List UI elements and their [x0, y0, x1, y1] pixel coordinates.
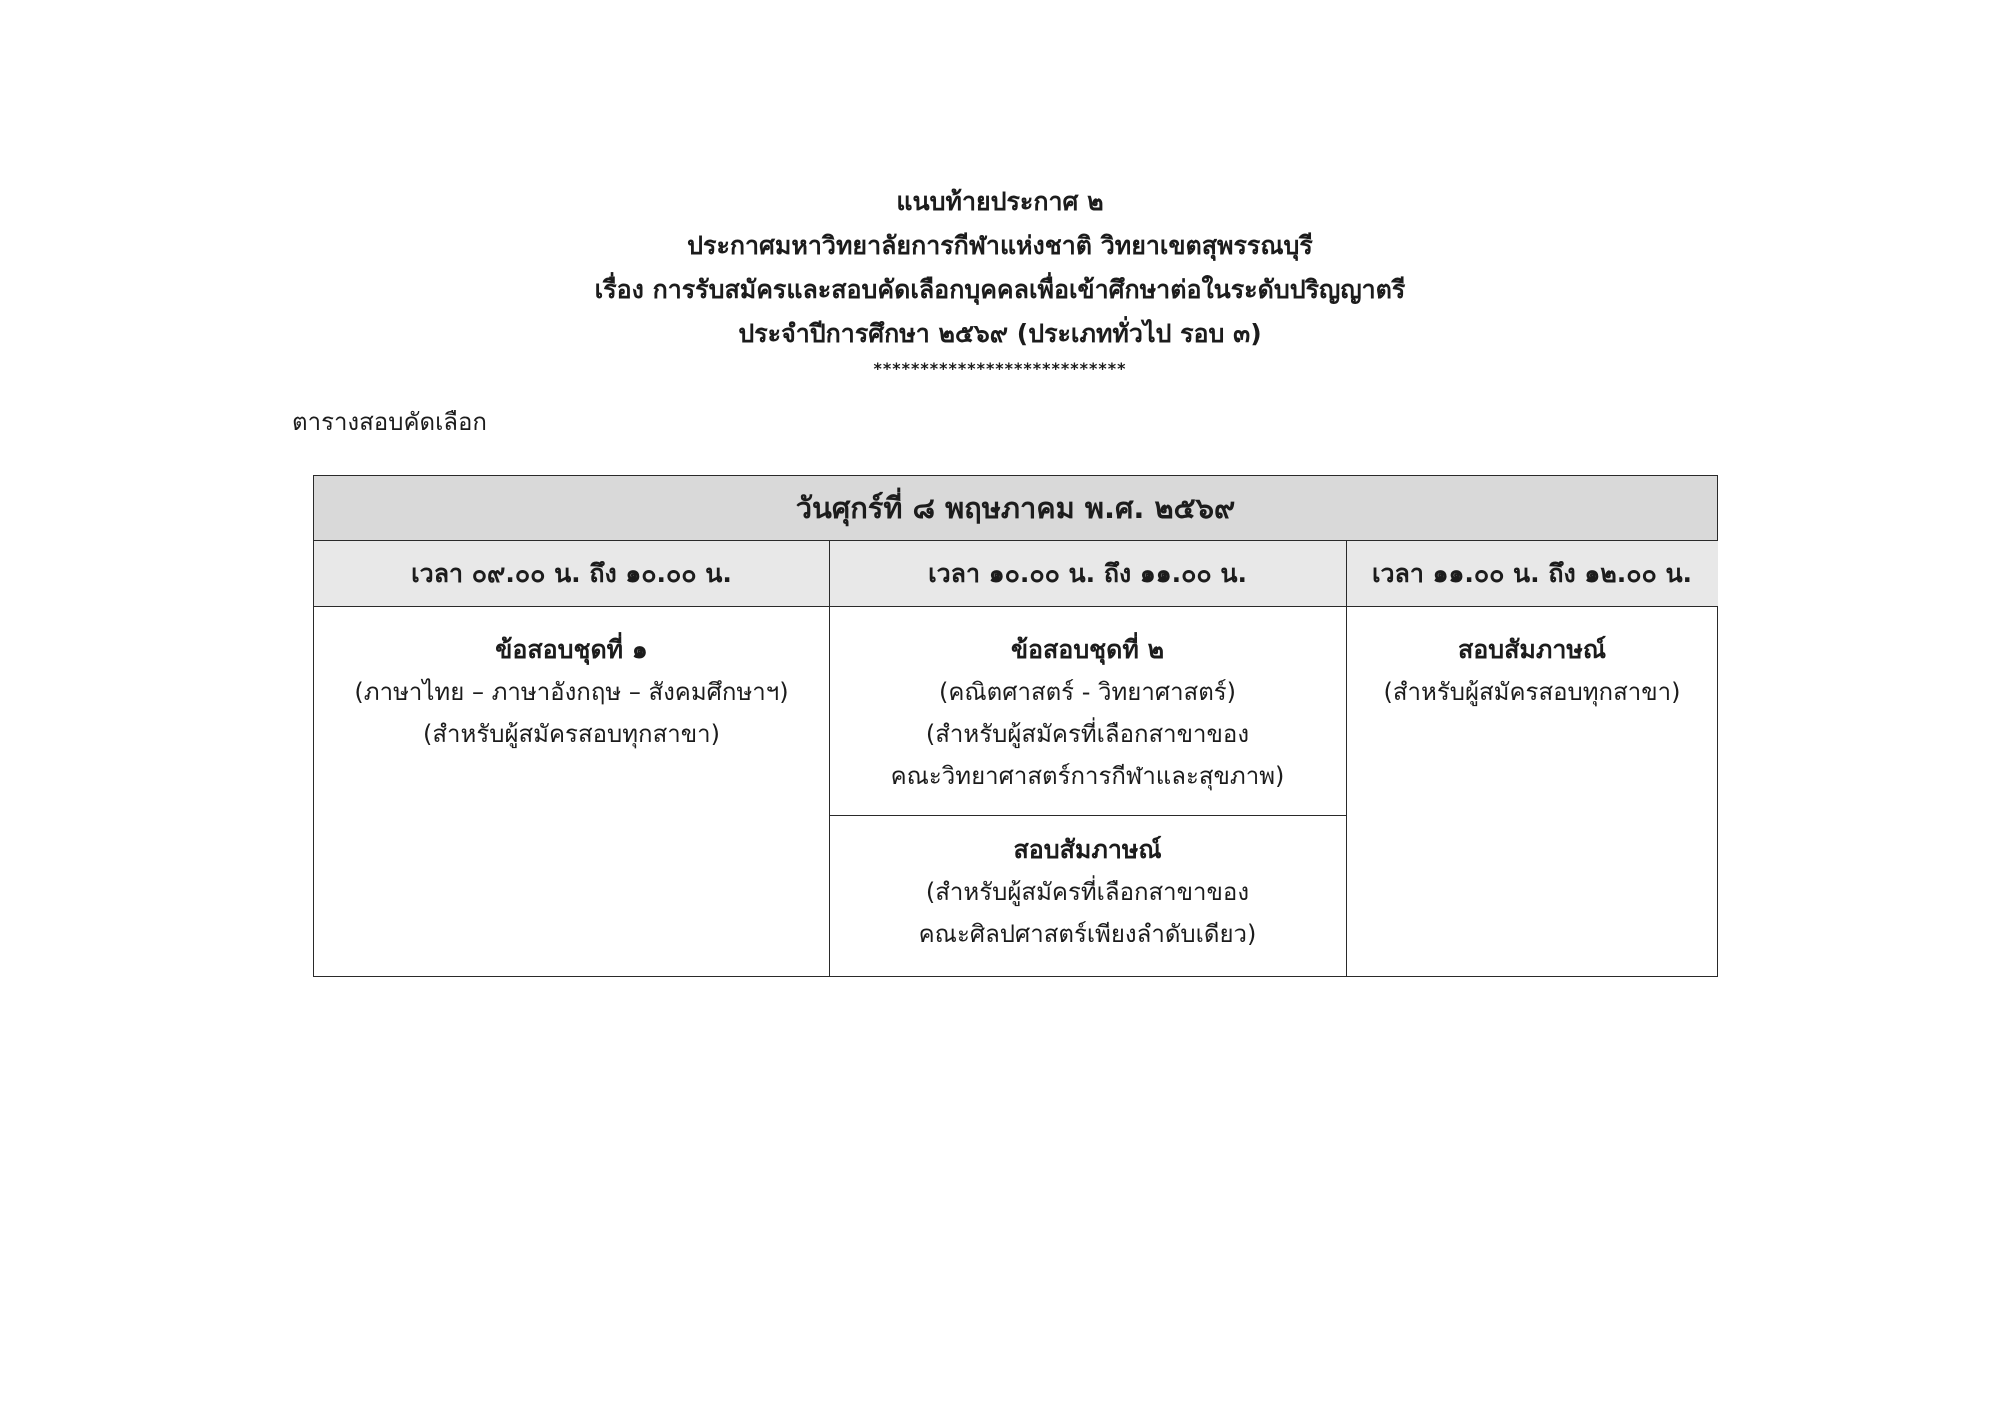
- interview-all-title: สอบสัมภาษณ์: [1457, 635, 1607, 664]
- exam-date-row: วันศุกร์ที่ ๘ พฤษภาคม พ.ศ. ๒๕๖๙: [314, 476, 1717, 541]
- header-separator: ***************************: [873, 359, 1127, 378]
- interview-liberal-arts-title: สอบสัมภาษณ์: [1013, 835, 1162, 864]
- academic-year: ประจำปีการศึกษา ๒๕๖๙ (ประเภททั่วไป รอบ ๓): [738, 319, 1262, 348]
- slot-1-exam-cell: [314, 607, 829, 977]
- interview-all-audience: (สำหรับผู้สมัครสอบทุกสาขา): [1383, 678, 1681, 706]
- exam-set-2-audience-line1: (สำหรับผู้สมัครที่เลือกสาขาของ: [925, 720, 1250, 748]
- interview-liberal-arts-audience-line2: คณะศิลปศาสตร์เพียงลำดับเดียว): [918, 920, 1257, 948]
- announcement-issuer: ประกาศมหาวิทยาลัยการกีฬาแห่งชาติ วิทยาเขตสุพรรณบุรี: [687, 231, 1313, 260]
- time-slot-2: เวลา ๑๐.๐๐ น. ถึง ๑๑.๐๐ น.: [829, 541, 1346, 606]
- exam-schedule-table: [313, 475, 1718, 977]
- slot-2-interview-cell: [829, 815, 1346, 977]
- exam-set-1-title: ข้อสอบชุดที่ ๑: [495, 635, 648, 664]
- exam-set-2-title: ข้อสอบชุดที่ ๒: [1010, 635, 1165, 664]
- time-slot-row: [314, 541, 1717, 607]
- slot-2-exam-cell: [829, 607, 1346, 815]
- slot-3-interview-cell: [1346, 607, 1718, 977]
- table-title: ตารางสอบคัดเลือก: [292, 408, 487, 436]
- attachment-title: แนบท้ายประกาศ ๒: [896, 187, 1104, 216]
- time-slot-3: เวลา ๑๑.๐๐ น. ถึง ๑๒.๐๐ น.: [1346, 541, 1718, 606]
- time-slot-1: เวลา ๐๙.๐๐ น. ถึง ๑๐.๐๐ น.: [314, 541, 829, 606]
- exam-set-1-audience: (สำหรับผู้สมัครสอบทุกสาขา): [423, 720, 720, 748]
- interview-liberal-arts-audience-line1: (สำหรับผู้สมัครที่เลือกสาขาของ: [925, 878, 1250, 906]
- exam-set-1-subjects: (ภาษาไทย – ภาษาอังกฤษ – สังคมศึกษาฯ): [354, 678, 789, 706]
- announcement-header: [0, 180, 2000, 380]
- announcement-subject: เรื่อง การรับสมัครและสอบคัดเลือกบุคคลเพื่อเข้าศึกษาต่อในระดับปริญญาตรี: [594, 275, 1406, 304]
- exam-set-2-subjects: (คณิตศาสตร์ - วิทยาศาสตร์): [938, 678, 1237, 706]
- exam-set-2-audience-line2: คณะวิทยาศาสตร์การกีฬาและสุขภาพ): [890, 762, 1285, 790]
